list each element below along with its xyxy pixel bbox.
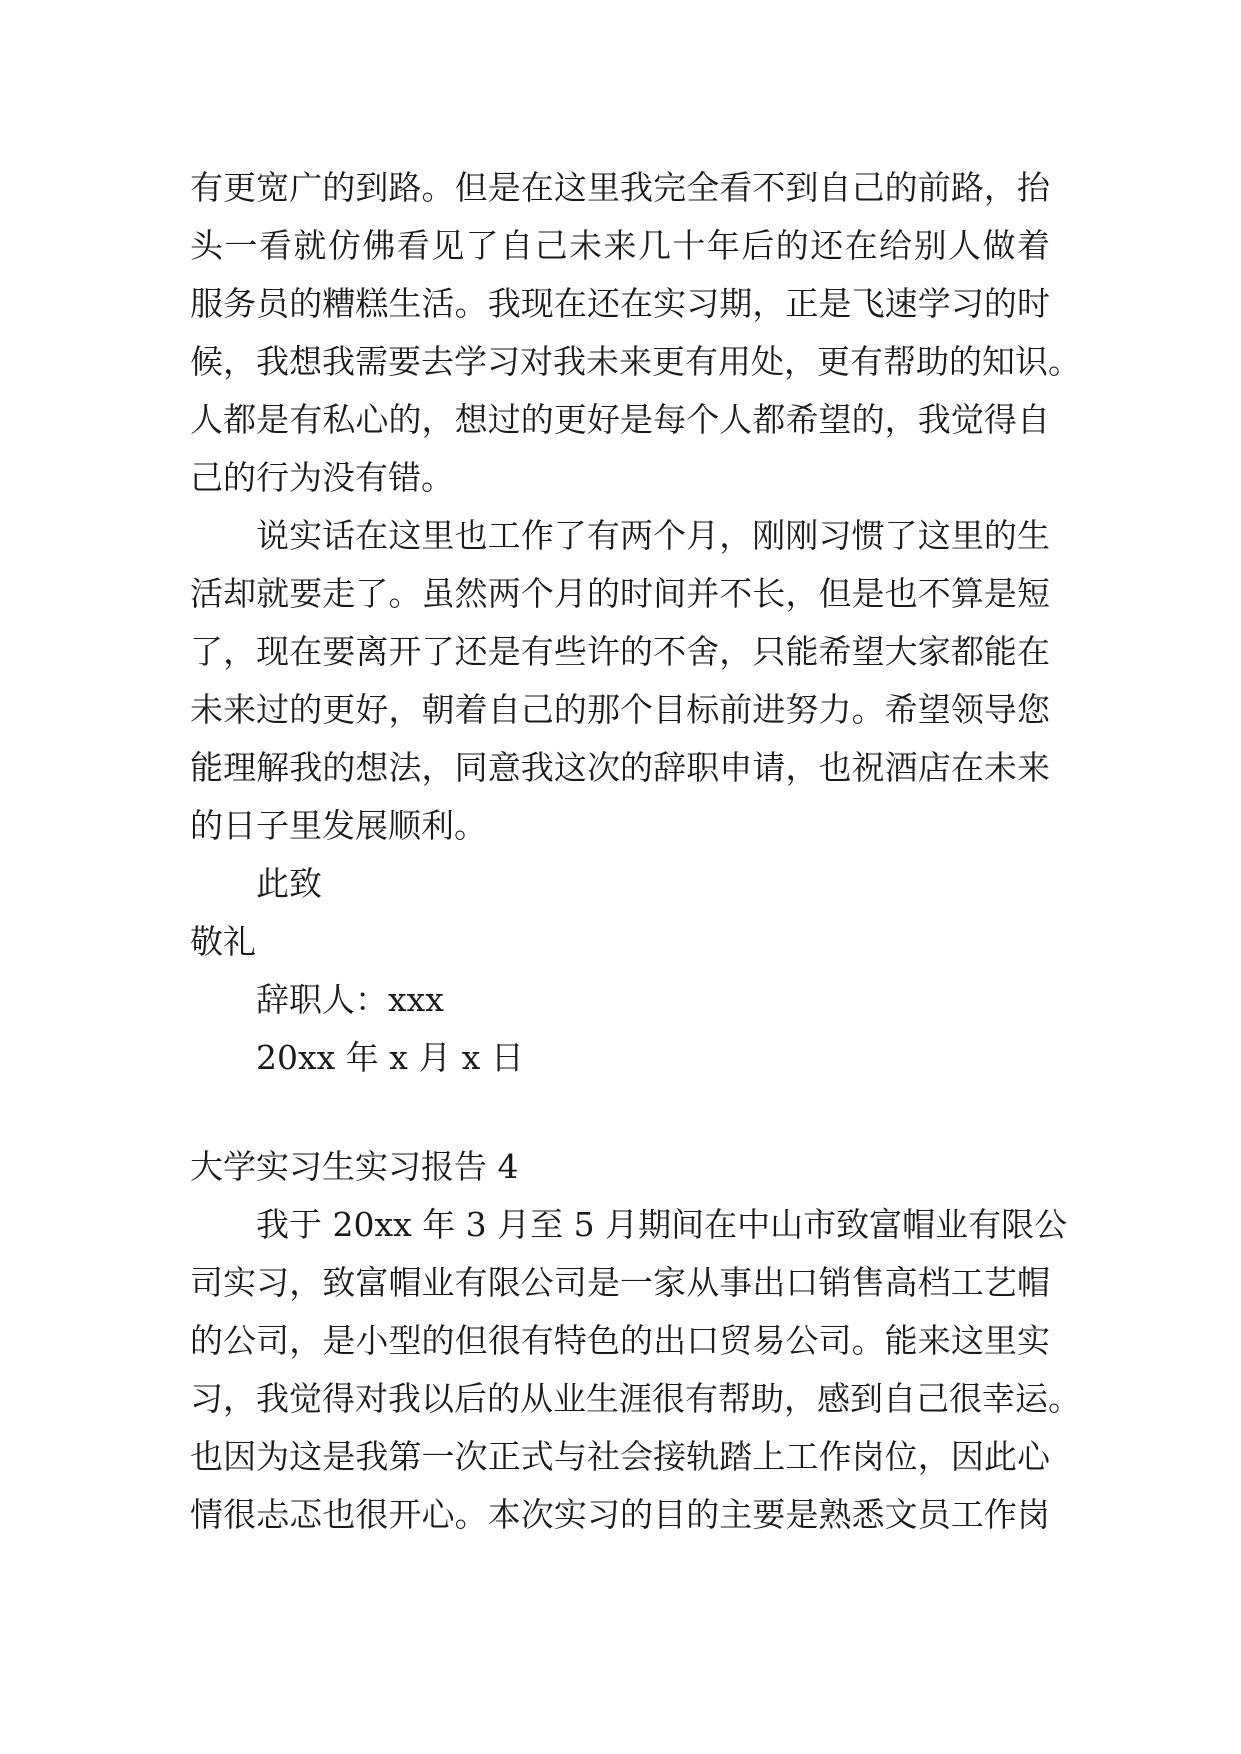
paragraph-2-line-4: 未来过的更好，朝着自己的那个目标前进努力。希望领导您 [190,690,1050,729]
paragraph-1-line-1: 有更宽广的到路。但是在这里我完全看不到自己的前路，抬 [190,168,1050,207]
paragraph-3-line-2: 司实习，致富帽业有限公司是一家从事出口销售高档工艺帽 [190,1263,1050,1302]
paragraph-1-line-2: 头一看就仿佛看见了自己未来几十年后的还在给别人做着 [190,226,1050,265]
paragraph-2-line-1: 说实话在这里也工作了有两个月，刚刚习惯了这里的生 [256,516,1050,555]
paragraph-1-line-4: 候，我想我需要去学习对我未来更有用处，更有帮助的知识。 [190,342,1081,381]
paragraph-2-line-6: 的日子里发展顺利。 [190,806,487,845]
paragraph-2-line-5: 能理解我的想法，同意我这次的辞职申请，也祝酒店在未来 [190,748,1050,787]
paragraph-3-line-3: 的公司，是小型的但很有特色的出口贸易公司。能来这里实 [190,1321,1050,1360]
closing-date: 20xx 年 x 月 x 日 [256,1038,524,1077]
paragraph-1-line-5: 人都是有私心的，想过的更好是每个人都希望的，我觉得自 [190,400,1050,439]
paragraph-3-line-4: 习，我觉得对我以后的从业生涯很有帮助，感到自己很幸运。 [190,1379,1081,1418]
section-title: 大学实习生实习报告 4 [190,1147,519,1186]
paragraph-3-line-6: 情很忐忑也很开心。本次实习的目的主要是熟悉文员工作岗 [190,1495,1050,1534]
closing-salutation-2: 敬礼 [190,922,256,961]
paragraph-1-line-3: 服务员的糟糕生活。我现在还在实习期，正是飞速学习的时 [190,284,1050,323]
closing-salutation-1: 此致 [256,864,322,903]
paragraph-2-line-2: 活却就要走了。虽然两个月的时间并不长，但是也不算是短 [190,574,1050,613]
paragraph-1-line-6: 己的行为没有错。 [190,458,454,497]
paragraph-3-line-5: 也因为这是我第一次正式与社会接轨踏上工作岗位，因此心 [190,1437,1050,1476]
closing-signer: 辞职人：xxx [256,980,444,1019]
paragraph-3-line-1: 我于 20xx 年 3 月至 5 月期间在中山市致富帽业有限公 [256,1205,1068,1244]
paragraph-2-line-3: 了，现在要离开了还是有些许的不舍，只能希望大家都能在 [190,632,1050,671]
